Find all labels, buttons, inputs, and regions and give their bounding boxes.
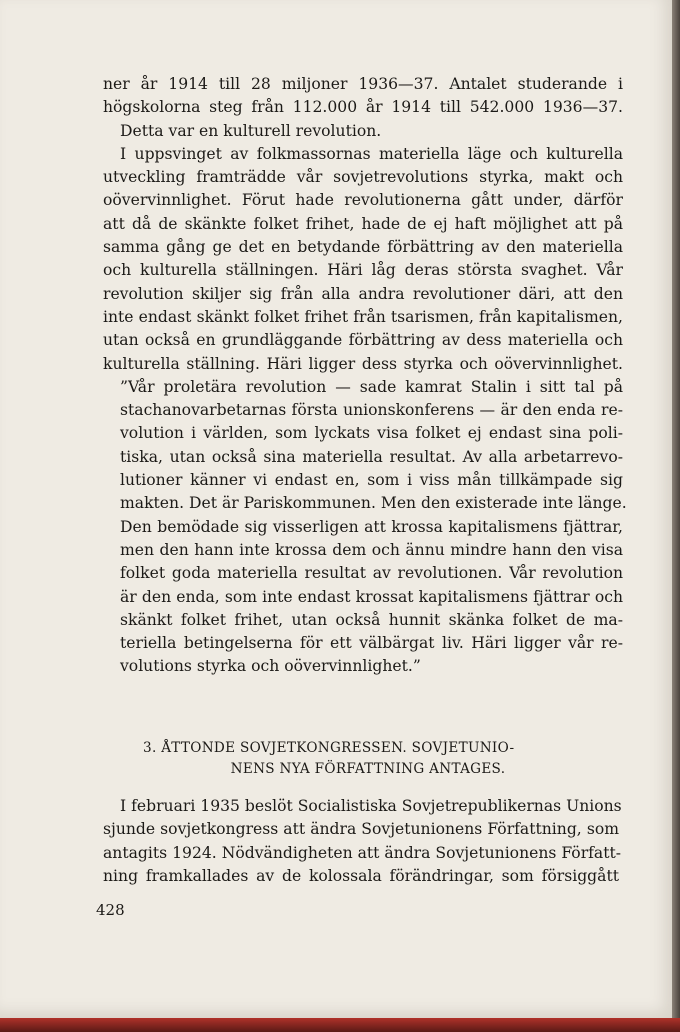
text-line: men den hann inte krossa dem och ännu mindre hann den visa bbox=[120, 540, 623, 559]
main-text bbox=[103, 73, 627, 679]
text-line: folket goda materiella resultat av revolutionen. Vår revolution bbox=[120, 564, 623, 583]
text-line: skänkt folket frihet, utan också hunnit skänka folket de ma- bbox=[120, 610, 623, 629]
section-heading bbox=[103, 738, 623, 780]
text-line: Den bemödade sig visserligen att krossa kapitalismens fjättrar, bbox=[120, 517, 623, 536]
text-line: makten. Det är Pariskommunen. Men den existerade inte länge. bbox=[120, 494, 627, 513]
text-line: Detta var en kulturell revolution. bbox=[120, 121, 382, 140]
second-paragraph bbox=[103, 795, 622, 888]
text-line: lutioner känner vi endast en, som i viss mån tillkämpade sig bbox=[120, 471, 623, 490]
text-line: kulturella ställning. Häri ligger dess styrka och oövervinnlighet. bbox=[103, 354, 623, 373]
text-line: stachanovarbetarnas första unionskonferens — är den enda re- bbox=[120, 401, 623, 420]
text-line: och kulturella ställningen. Häri låg deras största svaghet. Vår bbox=[103, 261, 623, 280]
page-edge-right bbox=[672, 0, 680, 1032]
text-line: utveckling framträdde vår sovjetrevolutions styrka, makt och bbox=[103, 168, 623, 187]
text-line: inte endast skänkt folket frihet från tsarismen, från kapitalismen, bbox=[103, 307, 623, 326]
text-line: ”Vår proletära revolution — sade kamrat Stalin i sitt tal på bbox=[120, 377, 623, 396]
section-heading-line: NENS NYA FÖRFATTNING ANTAGES. bbox=[230, 761, 506, 777]
text-line: ning framkallades av de kolossala förändringar, som försiggått bbox=[103, 866, 619, 885]
text-line: högskolorna steg från 112.000 år 1914 till 542.000 1936—37. bbox=[103, 98, 623, 117]
text-line: är den enda, som inte endast krossat kapitalismens fjättrar och bbox=[120, 587, 623, 606]
text-line: antagits 1924. Nödvändigheten att ändra Sovjetunionens Författ- bbox=[103, 843, 622, 862]
section-heading-line: 3. ÅTTONDE SOVJETKONGRESSEN. SOVJETUNIO- bbox=[143, 740, 515, 756]
text-line: I uppsvinget av folkmassornas materiella läge och kulturella bbox=[120, 144, 623, 163]
text-line: att då de skänkte folket frihet, hade de ej haft möjlighet att på bbox=[103, 214, 623, 233]
book-cover-edge bbox=[0, 1018, 680, 1032]
text-line: samma gång ge det en betydande förbättring av den materiella bbox=[103, 238, 623, 257]
page-number: 428 bbox=[96, 901, 125, 919]
text-line: teriella betingelserna för ett välbärgat liv. Häri ligger vår re- bbox=[120, 634, 623, 653]
text-line: utan också en grundläggande förbättring av dess materiella och bbox=[103, 331, 623, 350]
text-line: revolution skiljer sig från alla andra revolutioner däri, att den bbox=[103, 284, 623, 303]
text-line: tiska, utan också sina materiella resultat. Av alla arbetarrevo- bbox=[120, 447, 623, 466]
text-line: oövervinnlighet. Förut hade revolutionerna gått under, därför bbox=[103, 191, 623, 210]
text-line: ner år 1914 till 28 miljoner 1936—37. Antalet studerande i bbox=[103, 75, 623, 93]
text-line: sjunde sovjetkongress att ändra Sovjetunionens Författning, som bbox=[103, 820, 619, 839]
text-line: I februari 1935 beslöt Socialistiska Sovjetrepublikernas Unions bbox=[120, 797, 622, 815]
text-line: volutions styrka och oövervinnlighet.” bbox=[120, 657, 421, 676]
text-line: volution i världen, som lyckats visa folket ej endast sina poli- bbox=[120, 424, 623, 443]
